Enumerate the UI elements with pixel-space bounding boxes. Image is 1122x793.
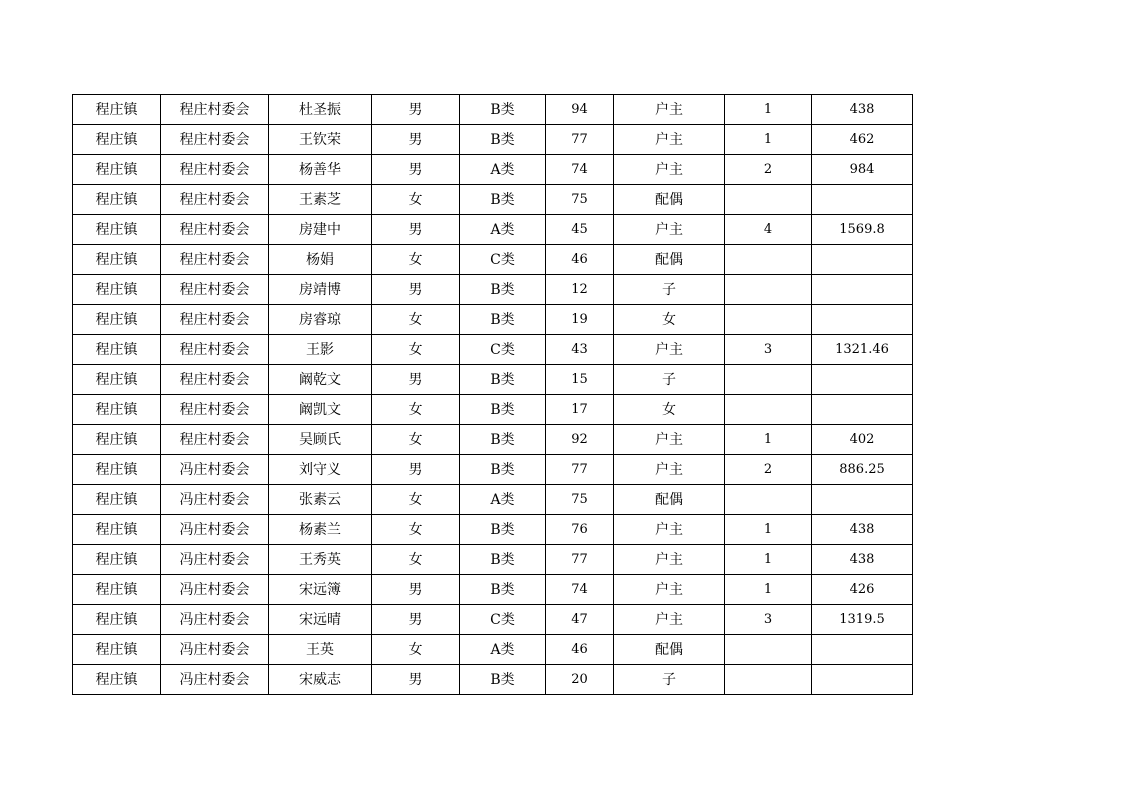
cell-category: A类 — [460, 485, 546, 515]
cell-relation: 户主 — [614, 455, 725, 485]
cell-relation: 户主 — [614, 425, 725, 455]
cell-category: A类 — [460, 155, 546, 185]
cell-village-committee: 冯庄村委会 — [161, 455, 269, 485]
table-row — [73, 125, 913, 155]
cell-village-committee: 程庄村委会 — [161, 95, 269, 125]
cell-amount: 984 — [812, 155, 913, 185]
cell-name: 杨素兰 — [269, 515, 372, 545]
cell-amount — [812, 275, 913, 305]
cell-household-size — [725, 245, 812, 275]
cell-amount: 438 — [812, 95, 913, 125]
cell-age: 75 — [546, 185, 614, 215]
cell-town: 程庄镇 — [73, 155, 161, 185]
cell-name: 吴顾氏 — [269, 425, 372, 455]
table-row — [73, 305, 913, 335]
cell-category: C类 — [460, 335, 546, 365]
cell-relation: 配偶 — [614, 185, 725, 215]
cell-name: 宋远晴 — [269, 605, 372, 635]
cell-name: 房靖博 — [269, 275, 372, 305]
cell-relation: 子 — [614, 665, 725, 695]
cell-town: 程庄镇 — [73, 395, 161, 425]
cell-gender: 男 — [372, 125, 460, 155]
cell-household-size: 2 — [725, 155, 812, 185]
cell-relation: 户主 — [614, 95, 725, 125]
table-row — [73, 185, 913, 215]
cell-category: B类 — [460, 395, 546, 425]
cell-household-size — [725, 275, 812, 305]
cell-gender: 女 — [372, 515, 460, 545]
cell-village-committee: 冯庄村委会 — [161, 635, 269, 665]
cell-town: 程庄镇 — [73, 605, 161, 635]
cell-relation: 户主 — [614, 515, 725, 545]
cell-age: 20 — [546, 665, 614, 695]
cell-category: B类 — [460, 125, 546, 155]
cell-village-committee: 冯庄村委会 — [161, 605, 269, 635]
cell-household-size: 1 — [725, 425, 812, 455]
cell-name: 刘守义 — [269, 455, 372, 485]
cell-town: 程庄镇 — [73, 245, 161, 275]
cell-town: 程庄镇 — [73, 665, 161, 695]
cell-relation: 户主 — [614, 545, 725, 575]
cell-category: B类 — [460, 275, 546, 305]
cell-amount: 402 — [812, 425, 913, 455]
cell-category: B类 — [460, 185, 546, 215]
cell-age: 46 — [546, 245, 614, 275]
cell-household-size: 1 — [725, 545, 812, 575]
cell-amount — [812, 635, 913, 665]
cell-gender: 男 — [372, 275, 460, 305]
cell-gender: 男 — [372, 455, 460, 485]
cell-relation: 户主 — [614, 155, 725, 185]
cell-household-size — [725, 485, 812, 515]
cell-age: 15 — [546, 365, 614, 395]
cell-town: 程庄镇 — [73, 455, 161, 485]
cell-name: 王秀英 — [269, 545, 372, 575]
cell-age: 47 — [546, 605, 614, 635]
cell-age: 94 — [546, 95, 614, 125]
cell-age: 76 — [546, 515, 614, 545]
cell-village-committee: 程庄村委会 — [161, 125, 269, 155]
cell-age: 46 — [546, 635, 614, 665]
cell-town: 程庄镇 — [73, 275, 161, 305]
cell-name: 杜圣振 — [269, 95, 372, 125]
cell-household-size: 4 — [725, 215, 812, 245]
cell-town: 程庄镇 — [73, 635, 161, 665]
table-row — [73, 455, 913, 485]
cell-category: B类 — [460, 665, 546, 695]
cell-name: 王影 — [269, 335, 372, 365]
cell-category: B类 — [460, 95, 546, 125]
cell-category: B类 — [460, 575, 546, 605]
cell-category: A类 — [460, 635, 546, 665]
cell-name: 房睿琼 — [269, 305, 372, 335]
cell-town: 程庄镇 — [73, 305, 161, 335]
cell-household-size — [725, 185, 812, 215]
cell-gender: 女 — [372, 245, 460, 275]
cell-gender: 男 — [372, 575, 460, 605]
cell-village-committee: 冯庄村委会 — [161, 575, 269, 605]
cell-town: 程庄镇 — [73, 425, 161, 455]
table-row — [73, 545, 913, 575]
cell-household-size — [725, 305, 812, 335]
cell-category: A类 — [460, 215, 546, 245]
cell-name: 房建中 — [269, 215, 372, 245]
cell-village-committee: 冯庄村委会 — [161, 545, 269, 575]
table-row — [73, 335, 913, 365]
cell-amount: 438 — [812, 545, 913, 575]
cell-household-size — [725, 635, 812, 665]
table-row — [73, 275, 913, 305]
cell-relation: 配偶 — [614, 635, 725, 665]
cell-village-committee: 冯庄村委会 — [161, 485, 269, 515]
cell-name: 张素云 — [269, 485, 372, 515]
cell-name: 王钦荣 — [269, 125, 372, 155]
cell-household-size: 3 — [725, 335, 812, 365]
cell-village-committee: 程庄村委会 — [161, 335, 269, 365]
cell-name: 王英 — [269, 635, 372, 665]
table-row — [73, 155, 913, 185]
cell-village-committee: 程庄村委会 — [161, 155, 269, 185]
cell-age: 43 — [546, 335, 614, 365]
cell-town: 程庄镇 — [73, 365, 161, 395]
cell-relation: 女 — [614, 395, 725, 425]
table-row — [73, 665, 913, 695]
cell-age: 74 — [546, 155, 614, 185]
cell-age: 12 — [546, 275, 614, 305]
table-row — [73, 215, 913, 245]
cell-household-size — [725, 365, 812, 395]
cell-household-size — [725, 395, 812, 425]
cell-age: 17 — [546, 395, 614, 425]
cell-gender: 男 — [372, 95, 460, 125]
cell-town: 程庄镇 — [73, 125, 161, 155]
cell-household-size: 3 — [725, 605, 812, 635]
cell-gender: 女 — [372, 545, 460, 575]
cell-name: 阚乾文 — [269, 365, 372, 395]
cell-amount: 1319.5 — [812, 605, 913, 635]
cell-category: B类 — [460, 515, 546, 545]
table-row — [73, 605, 913, 635]
cell-household-size: 1 — [725, 575, 812, 605]
cell-age: 77 — [546, 455, 614, 485]
cell-village-committee: 程庄村委会 — [161, 215, 269, 245]
cell-category: B类 — [460, 545, 546, 575]
cell-gender: 女 — [372, 335, 460, 365]
cell-name: 杨娟 — [269, 245, 372, 275]
cell-relation: 配偶 — [614, 245, 725, 275]
cell-village-committee: 冯庄村委会 — [161, 665, 269, 695]
cell-village-committee: 程庄村委会 — [161, 275, 269, 305]
record-table — [72, 94, 913, 695]
cell-age: 77 — [546, 125, 614, 155]
table-row — [73, 245, 913, 275]
cell-gender: 男 — [372, 215, 460, 245]
cell-amount: 438 — [812, 515, 913, 545]
cell-age: 45 — [546, 215, 614, 245]
cell-amount: 1321.46 — [812, 335, 913, 365]
table-row — [73, 425, 913, 455]
cell-household-size: 1 — [725, 125, 812, 155]
cell-relation: 户主 — [614, 605, 725, 635]
cell-relation: 户主 — [614, 335, 725, 365]
cell-name: 阚凯文 — [269, 395, 372, 425]
cell-town: 程庄镇 — [73, 575, 161, 605]
table-row — [73, 485, 913, 515]
cell-gender: 女 — [372, 485, 460, 515]
table-row — [73, 635, 913, 665]
cell-amount — [812, 485, 913, 515]
cell-relation: 配偶 — [614, 485, 725, 515]
cell-age: 92 — [546, 425, 614, 455]
cell-household-size: 2 — [725, 455, 812, 485]
cell-relation: 子 — [614, 275, 725, 305]
cell-relation: 女 — [614, 305, 725, 335]
cell-town: 程庄镇 — [73, 515, 161, 545]
cell-category: B类 — [460, 305, 546, 335]
cell-gender: 男 — [372, 155, 460, 185]
cell-relation: 户主 — [614, 215, 725, 245]
cell-town: 程庄镇 — [73, 185, 161, 215]
cell-gender: 女 — [372, 395, 460, 425]
cell-category: C类 — [460, 605, 546, 635]
cell-gender: 女 — [372, 305, 460, 335]
cell-age: 19 — [546, 305, 614, 335]
cell-village-committee: 程庄村委会 — [161, 245, 269, 275]
cell-town: 程庄镇 — [73, 95, 161, 125]
table-row — [73, 95, 913, 125]
cell-category: C类 — [460, 245, 546, 275]
table-row — [73, 575, 913, 605]
cell-amount — [812, 395, 913, 425]
cell-gender: 男 — [372, 605, 460, 635]
cell-town: 程庄镇 — [73, 545, 161, 575]
cell-town: 程庄镇 — [73, 485, 161, 515]
cell-village-committee: 程庄村委会 — [161, 365, 269, 395]
cell-gender: 女 — [372, 635, 460, 665]
cell-name: 杨善华 — [269, 155, 372, 185]
cell-gender: 女 — [372, 185, 460, 215]
cell-amount: 462 — [812, 125, 913, 155]
cell-amount — [812, 245, 913, 275]
cell-category: B类 — [460, 425, 546, 455]
cell-relation: 户主 — [614, 125, 725, 155]
table-row — [73, 365, 913, 395]
cell-amount — [812, 365, 913, 395]
cell-amount — [812, 185, 913, 215]
cell-village-committee: 程庄村委会 — [161, 185, 269, 215]
table-row — [73, 395, 913, 425]
cell-age: 75 — [546, 485, 614, 515]
cell-name: 宋威志 — [269, 665, 372, 695]
cell-name: 宋远簿 — [269, 575, 372, 605]
cell-village-committee: 程庄村委会 — [161, 425, 269, 455]
cell-relation: 户主 — [614, 575, 725, 605]
cell-amount — [812, 305, 913, 335]
cell-age: 74 — [546, 575, 614, 605]
table-body — [73, 95, 913, 695]
cell-village-committee: 冯庄村委会 — [161, 515, 269, 545]
cell-town: 程庄镇 — [73, 215, 161, 245]
cell-gender: 男 — [372, 365, 460, 395]
cell-name: 王素芝 — [269, 185, 372, 215]
cell-gender: 女 — [372, 425, 460, 455]
cell-amount: 426 — [812, 575, 913, 605]
cell-amount: 1569.8 — [812, 215, 913, 245]
cell-relation: 子 — [614, 365, 725, 395]
cell-village-committee: 程庄村委会 — [161, 305, 269, 335]
cell-village-committee: 程庄村委会 — [161, 395, 269, 425]
cell-household-size: 1 — [725, 515, 812, 545]
table-row — [73, 515, 913, 545]
cell-amount — [812, 665, 913, 695]
cell-age: 77 — [546, 545, 614, 575]
cell-household-size — [725, 665, 812, 695]
cell-gender: 男 — [372, 665, 460, 695]
cell-household-size: 1 — [725, 95, 812, 125]
cell-town: 程庄镇 — [73, 335, 161, 365]
cell-category: B类 — [460, 455, 546, 485]
cell-category: B类 — [460, 365, 546, 395]
cell-amount: 886.25 — [812, 455, 913, 485]
